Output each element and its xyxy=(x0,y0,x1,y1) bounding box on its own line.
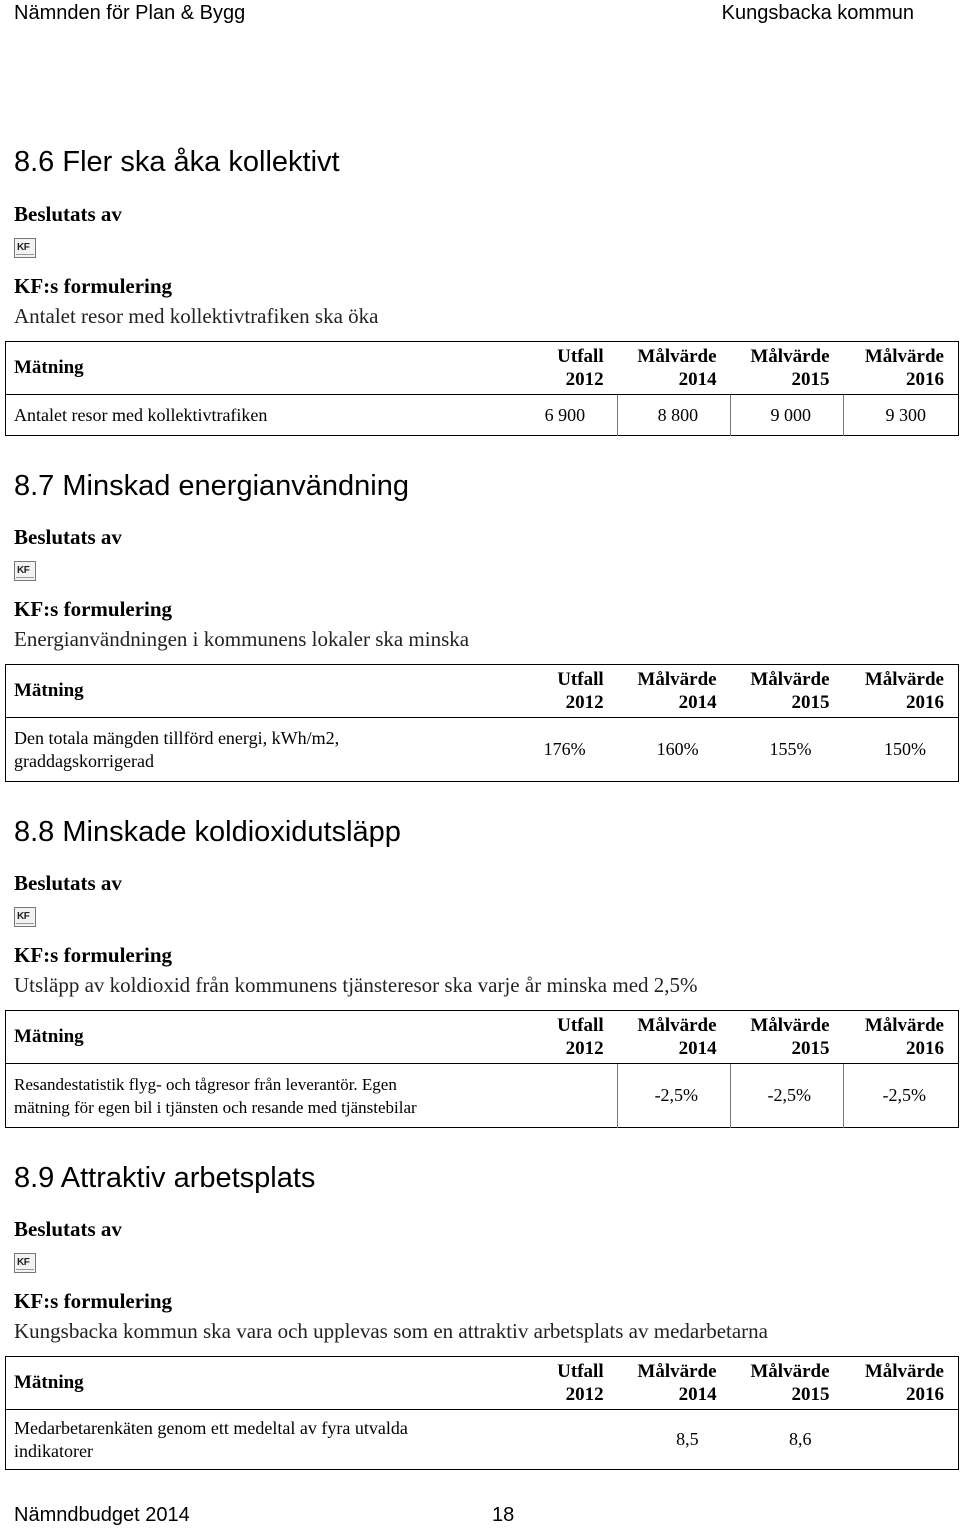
column-header-utfall-2012: Utfall 2012 xyxy=(505,342,618,395)
matning-header: Mätning xyxy=(6,1357,505,1410)
measurement-description: Den totala mängden tillförd energi, kWh/m2, graddagskorrigerad xyxy=(14,727,340,771)
column-header-malvarde-2015: Målvärde 2015 xyxy=(731,342,844,395)
value-malvarde-2014: 8,5 xyxy=(676,1429,699,1449)
measurement-table xyxy=(5,341,959,436)
table-row xyxy=(6,718,959,782)
column-header-utfall-2012: Utfall 2012 xyxy=(505,1357,618,1410)
matning-header: Mätning xyxy=(6,342,505,395)
kf-icon: KF xyxy=(14,1253,36,1273)
kf-formulering-text: Kungsbacka kommun ska vara och upplevas som en attraktiv arbetsplats av medarbetarna xyxy=(14,1319,769,1343)
kf-icon: KF xyxy=(14,561,36,581)
measurement-table xyxy=(5,1010,959,1128)
table-row xyxy=(6,1410,959,1470)
table-header-row xyxy=(6,1011,959,1064)
page-number: 18 xyxy=(492,1504,515,1526)
kf-formulering-text: Antalet resor med kollektivtrafiken ska öka xyxy=(14,304,379,328)
value-malvarde-2014: 160% xyxy=(656,739,699,759)
measurement-table xyxy=(5,664,959,782)
measurement-description: Medarbetarenkäten genom ett medeltal av fyra utvalda indikatorer xyxy=(14,1417,408,1461)
table-row xyxy=(6,1064,959,1128)
beslutats-av-label: Beslutats av xyxy=(14,525,122,549)
beslutats-av-label: Beslutats av xyxy=(14,202,122,226)
column-header-utfall-2012: Utfall 2012 xyxy=(505,665,618,718)
column-header-malvarde-2016: Målvärde 2016 xyxy=(844,665,959,718)
column-header-malvarde-2016: Målvärde 2016 xyxy=(844,1357,959,1410)
value-utfall-2012: 6 900 xyxy=(505,395,618,436)
value-malvarde-2015: 8,6 xyxy=(789,1429,812,1449)
kf-formulering-text: Utsläpp av koldioxid från kommunens tjänsteresor ska varje år minska med 2,5% xyxy=(14,973,698,997)
beslutats-av-label: Beslutats av xyxy=(14,1217,122,1241)
value-utfall-2012: 176% xyxy=(543,739,586,759)
matning-header: Mätning xyxy=(6,665,505,718)
value-malvarde-2014: -2,5% xyxy=(618,1064,731,1128)
column-header-malvarde-2014: Målvärde 2014 xyxy=(618,342,731,395)
value-malvarde-2015: 155% xyxy=(769,739,812,759)
beslutats-av-label: Beslutats av xyxy=(14,871,122,895)
section-title: 8.8 Minskade koldioxidutsläpp xyxy=(14,816,401,848)
kf-formulering-label: KF:s formulering xyxy=(14,597,173,621)
section-title: 8.7 Minskad energianvändning xyxy=(14,470,409,502)
measurement-description: Resandestatistik flyg- och tågresor från leverantör. Egen mätning för egen bil i tjänsten och resande med tjänstebilar xyxy=(14,1074,417,1117)
value-utfall-2012 xyxy=(505,1064,618,1128)
value-malvarde-2015: -2,5% xyxy=(731,1064,844,1128)
column-header-malvarde-2016: Målvärde 2016 xyxy=(844,1011,959,1064)
kf-formulering-label: KF:s formulering xyxy=(14,943,173,967)
table-header-row xyxy=(6,342,959,395)
measurement-table xyxy=(5,1356,959,1470)
footer-title: Nämndbudget 2014 xyxy=(14,1504,190,1526)
kf-formulering-text: Energianvändningen i kommunens lokaler ska minska xyxy=(14,627,470,651)
value-malvarde-2016: 150% xyxy=(884,739,926,759)
column-header-malvarde-2014: Målvärde 2014 xyxy=(618,1011,731,1064)
table-header-row xyxy=(6,665,959,718)
column-header-malvarde-2014: Målvärde 2014 xyxy=(618,1357,731,1410)
column-header-malvarde-2015: Målvärde 2015 xyxy=(731,665,844,718)
kf-icon: KF xyxy=(14,907,36,927)
column-header-malvarde-2014: Målvärde 2014 xyxy=(618,665,731,718)
header-committee: Nämnden för Plan & Bygg xyxy=(14,2,246,24)
matning-header: Mätning xyxy=(6,1011,505,1064)
section-title: 8.6 Fler ska åka kollektivt xyxy=(14,146,340,178)
value-malvarde-2014: 8 800 xyxy=(618,395,731,436)
value-malvarde-2015: 9 000 xyxy=(731,395,844,436)
measurement-description: Antalet resor med kollektivtrafiken xyxy=(14,404,268,425)
kf-formulering-label: KF:s formulering xyxy=(14,1289,173,1313)
table-header-row xyxy=(6,1357,959,1410)
value-malvarde-2016: 9 300 xyxy=(885,404,926,425)
kf-icon: KF xyxy=(14,238,36,258)
section-title: 8.9 Attraktiv arbetsplats xyxy=(14,1162,316,1194)
value-malvarde-2016: -2,5% xyxy=(882,1085,926,1105)
kf-formulering-label: KF:s formulering xyxy=(14,274,173,298)
column-header-utfall-2012: Utfall 2012 xyxy=(505,1011,618,1064)
header-municipality: Kungsbacka kommun xyxy=(721,2,914,24)
value-utfall-2012 xyxy=(505,1410,618,1470)
column-header-malvarde-2015: Målvärde 2015 xyxy=(731,1357,844,1410)
column-header-malvarde-2015: Målvärde 2015 xyxy=(731,1011,844,1064)
value-malvarde-2016 xyxy=(844,1410,959,1470)
column-header-malvarde-2016: Målvärde 2016 xyxy=(844,342,959,395)
table-row xyxy=(6,395,959,436)
